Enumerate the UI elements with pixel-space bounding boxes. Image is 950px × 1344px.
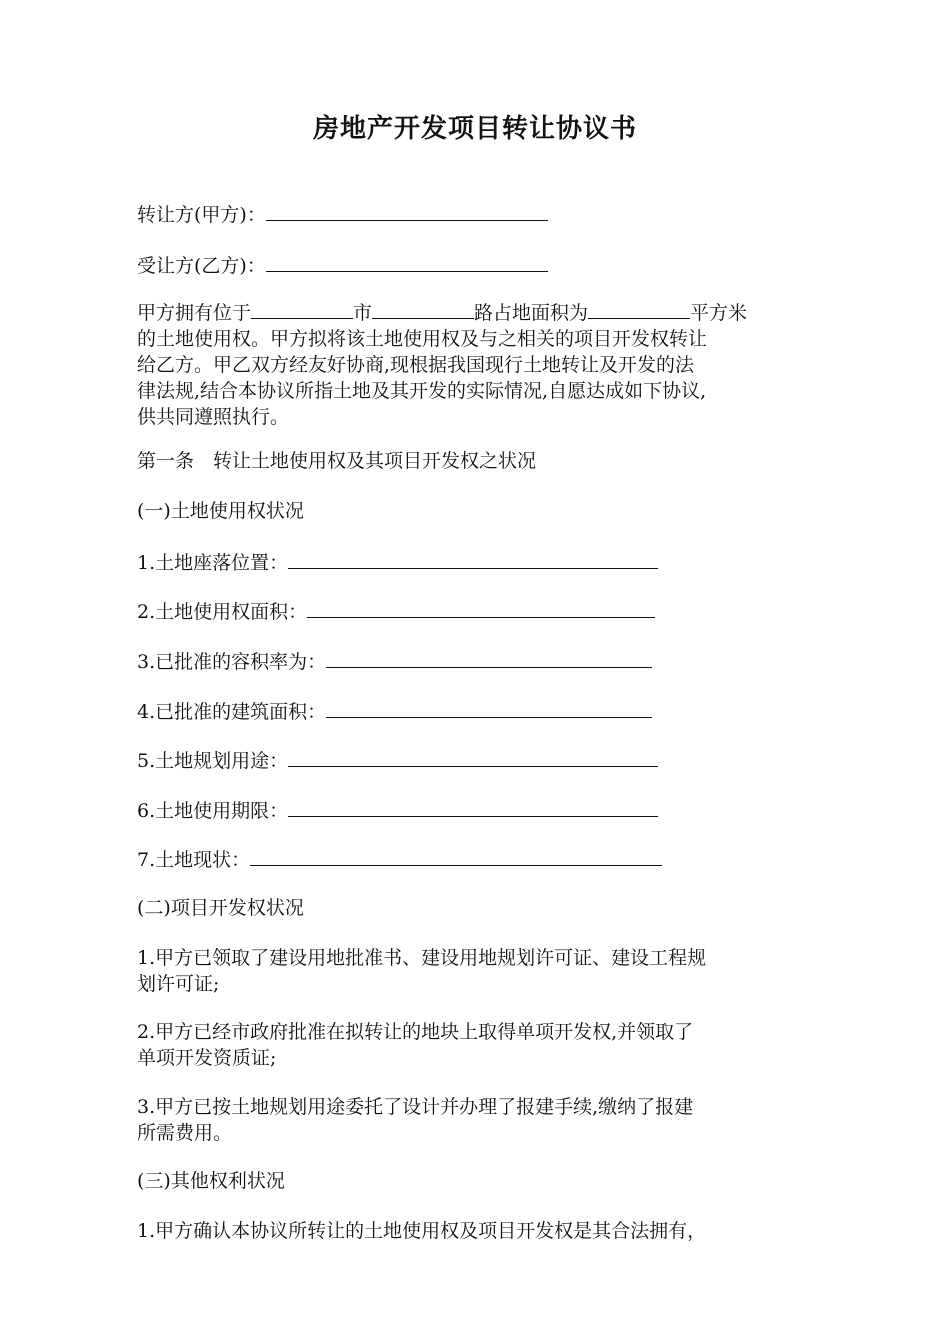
transferee-label: 受让方(乙方)：	[137, 255, 266, 277]
intro-row-2: 的土地使用权。甲方拟将该土地使用权及与之相关的项目开发权转让	[137, 328, 708, 350]
transferor-blank[interactable]	[266, 200, 548, 221]
land-item-1	[137, 548, 658, 576]
section-1-heading: (一)土地使用权状况	[137, 500, 304, 522]
land-item-2	[137, 597, 655, 625]
intro-text-2: 市	[353, 302, 373, 324]
intro-paragraph	[137, 298, 817, 430]
intro-row-5: 供共同遵照执行。	[137, 406, 290, 428]
land-status-blank[interactable]	[250, 845, 662, 866]
section-2-heading: (二)项目开发权状况	[137, 897, 304, 919]
document-title: 房地产开发项目转让协议书	[312, 114, 637, 144]
intro-row-4: 律法规,结合本协议所指土地及其开发的实际情况,自愿达成如下协议,	[137, 380, 707, 402]
area-blank[interactable]	[588, 298, 690, 319]
location-blank[interactable]	[251, 298, 353, 319]
land-term-blank[interactable]	[288, 796, 658, 817]
project-item-2-row-2: 单项开发资质证;	[137, 1047, 277, 1069]
land-item-4-label: 4.已批准的建筑面积：	[137, 701, 327, 723]
road-blank[interactable]	[372, 298, 474, 319]
land-item-6	[137, 796, 658, 824]
transferor-line	[137, 200, 548, 228]
transferee-blank[interactable]	[266, 251, 548, 272]
land-item-1-label: 1.土地座落位置：	[137, 552, 289, 574]
land-item-3-label: 3.已批准的容积率为：	[137, 651, 327, 673]
intro-text-1: 甲方拥有位于	[137, 302, 252, 324]
project-item-3-row-1: 3.甲方已按土地规划用途委托了设计并办理了报建手续,缴纳了报建	[137, 1096, 694, 1118]
building-area-blank[interactable]	[326, 697, 652, 718]
plot-ratio-blank[interactable]	[326, 647, 652, 668]
land-item-7	[137, 845, 662, 873]
project-item-1-row-1: 1.甲方已领取了建设用地批准书、建设用地规划许可证、建设工程规	[137, 947, 707, 969]
land-item-5	[137, 746, 658, 774]
intro-row-1	[137, 298, 817, 326]
land-area-blank[interactable]	[307, 597, 655, 618]
land-use-blank[interactable]	[288, 746, 658, 767]
transferor-label: 转让方(甲方)：	[137, 204, 266, 226]
article-1-heading: 第一条 转让土地使用权及其项目开发权之状况	[137, 450, 537, 472]
intro-text-3: 路占地面积为	[474, 302, 589, 324]
land-item-7-label: 7.土地现状：	[137, 849, 251, 871]
land-item-4	[137, 697, 652, 725]
land-item-5-label: 5.土地规划用途：	[137, 750, 289, 772]
project-item-2	[137, 1019, 817, 1071]
land-item-6-label: 6.土地使用期限：	[137, 800, 289, 822]
project-item-2-row-1: 2.甲方已经市政府批准在拟转让的地块上取得单项开发权,并领取了	[137, 1021, 694, 1043]
other-rights-item-1: 1.甲方确认本协议所转让的土地使用权及项目开发权是其合法拥有，	[137, 1220, 707, 1242]
land-location-blank[interactable]	[288, 548, 658, 569]
project-item-3	[137, 1094, 817, 1146]
land-item-2-label: 2.土地使用权面积：	[137, 601, 308, 623]
land-item-3	[137, 647, 652, 675]
section-3-heading: (三)其他权利状况	[137, 1170, 285, 1192]
intro-text-4: 平方米	[690, 302, 748, 324]
intro-row-3: 给乙方。甲乙双方经友好协商,现根据我国现行土地转让及开发的法	[137, 354, 695, 376]
project-item-3-row-2: 所需费用。	[137, 1122, 233, 1144]
transferee-line	[137, 251, 548, 279]
project-item-1-row-2: 划许可证;	[137, 973, 220, 995]
project-item-1	[137, 945, 817, 997]
